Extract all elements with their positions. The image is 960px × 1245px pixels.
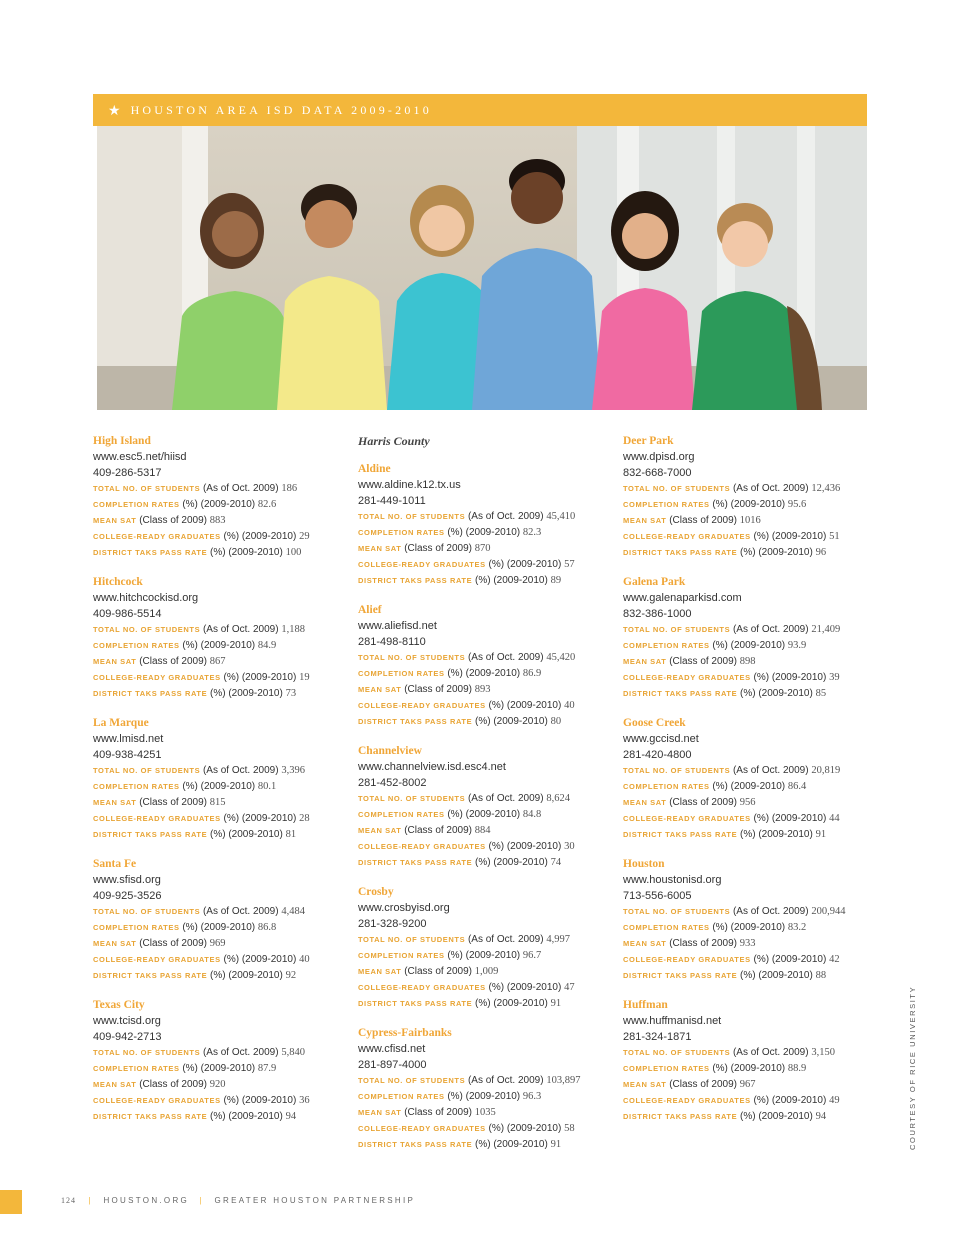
district-url: www.sfisd.org — [93, 874, 161, 886]
stat-sat: MEAN SAT (Class of 2009) 898 — [623, 656, 756, 667]
stat-sat: MEAN SAT (Class of 2009) 1035 — [358, 1107, 496, 1118]
stat-taks: DISTRICT TAKS PASS RATE (%) (2009-2010) 91 — [358, 1139, 562, 1150]
stat-taks: DISTRICT TAKS PASS RATE (%) (2009-2010) 73 — [93, 688, 297, 699]
district-name: Huffman — [623, 999, 668, 1011]
district-phone: 409-938-4251 — [93, 749, 162, 761]
district-entry — [93, 998, 343, 1125]
stat-students: TOTAL NO. OF STUDENTS (As of Oct. 2009) 3,150 — [623, 1047, 835, 1058]
stat-students: TOTAL NO. OF STUDENTS (As of Oct. 2009) 186 — [93, 483, 298, 494]
district-phone: 281-498-8110 — [358, 636, 426, 648]
stat-taks: DISTRICT TAKS PASS RATE (%) (2009-2010) 91 — [358, 998, 562, 1009]
stat-sat: MEAN SAT (Class of 2009) 1,009 — [358, 966, 499, 977]
district-entry — [93, 434, 343, 561]
district-url: www.houstonisd.org — [623, 874, 722, 886]
students-photo — [97, 126, 867, 410]
district-url: www.tcisd.org — [93, 1015, 161, 1027]
stat-taks: DISTRICT TAKS PASS RATE (%) (2009-2010) 91 — [623, 829, 827, 840]
district-entry — [93, 857, 343, 984]
district-entry — [93, 575, 343, 702]
stat-completion: COMPLETION RATES (%) (2009-2010) 86.4 — [623, 781, 807, 792]
district-url: www.esc5.net/hiisd — [93, 451, 187, 463]
footer-site: HOUSTON.ORG — [103, 1196, 190, 1205]
district-phone: 832-386-1000 — [623, 608, 692, 620]
district-name: Crosby — [358, 886, 394, 898]
stat-completion: COMPLETION RATES (%) (2009-2010) 96.7 — [358, 950, 542, 961]
page-number: 124 — [61, 1196, 76, 1205]
district-entry — [358, 744, 608, 871]
stat-students: TOTAL NO. OF STUDENTS (As of Oct. 2009) 4,484 — [93, 906, 305, 917]
stat-students: TOTAL NO. OF STUDENTS (As of Oct. 2009) 8,624 — [358, 793, 570, 804]
district-name: Cypress-Fairbanks — [358, 1027, 452, 1039]
stat-completion: COMPLETION RATES (%) (2009-2010) 86.8 — [93, 922, 277, 933]
district-url: www.galenaparkisd.com — [623, 592, 742, 604]
stat-taks: DISTRICT TAKS PASS RATE (%) (2009-2010) 85 — [623, 688, 827, 699]
district-entry — [93, 716, 343, 843]
district-phone: 409-942-2713 — [93, 1031, 162, 1043]
column-1 — [93, 434, 343, 1139]
footer-separator: | — [199, 1196, 204, 1205]
district-url: www.huffmanisd.net — [623, 1015, 722, 1027]
district-entry — [358, 1026, 608, 1153]
stat-completion: COMPLETION RATES (%) (2009-2010) 84.9 — [93, 640, 277, 651]
photo-credit: COURTESY OF RICE UNIVERSITY — [908, 985, 917, 1150]
stat-completion: COMPLETION RATES (%) (2009-2010) 95.6 — [623, 499, 807, 510]
district-entry — [623, 716, 873, 843]
stat-sat: MEAN SAT (Class of 2009) 867 — [93, 656, 226, 667]
stat-sat: MEAN SAT (Class of 2009) 969 — [93, 938, 226, 949]
stat-students: TOTAL NO. OF STUDENTS (As of Oct. 2009) 5,840 — [93, 1047, 305, 1058]
stat-students: TOTAL NO. OF STUDENTS (As of Oct. 2009) 4,997 — [358, 934, 570, 945]
district-entry — [358, 462, 608, 589]
district-name: High Island — [93, 435, 151, 447]
stat-sat: MEAN SAT (Class of 2009) 815 — [93, 797, 226, 808]
stat-taks: DISTRICT TAKS PASS RATE (%) (2009-2010) 80 — [358, 716, 562, 727]
stat-taks: DISTRICT TAKS PASS RATE (%) (2009-2010) 100 — [93, 547, 302, 558]
district-url: www.channelview.isd.esc4.net — [358, 761, 506, 773]
stat-sat: MEAN SAT (Class of 2009) 967 — [623, 1079, 756, 1090]
stat-college: COLLEGE-READY GRADUATES (%) (2009-2010) 39 — [623, 672, 840, 683]
district-phone: 832-668-7000 — [623, 467, 692, 479]
district-name: Goose Creek — [623, 717, 686, 729]
stat-sat: MEAN SAT (Class of 2009) 956 — [623, 797, 756, 808]
district-entry — [623, 575, 873, 702]
stat-taks: DISTRICT TAKS PASS RATE (%) (2009-2010) 96 — [623, 547, 827, 558]
stat-taks: DISTRICT TAKS PASS RATE (%) (2009-2010) 94 — [623, 1111, 827, 1122]
stat-college: COLLEGE-READY GRADUATES (%) (2009-2010) 47 — [358, 982, 575, 993]
column-3 — [623, 434, 873, 1139]
district-url: www.dpisd.org — [623, 451, 695, 463]
stat-college: COLLEGE-READY GRADUATES (%) (2009-2010) 28 — [93, 813, 310, 824]
banner-title: HOUSTON AREA ISD DATA 2009-2010 — [130, 102, 432, 117]
stat-students: TOTAL NO. OF STUDENTS (As of Oct. 2009) 1,188 — [93, 624, 305, 635]
district-entry — [358, 885, 608, 1012]
stat-completion: COMPLETION RATES (%) (2009-2010) 83.2 — [623, 922, 807, 933]
stat-students: TOTAL NO. OF STUDENTS (As of Oct. 2009) 45,410 — [358, 511, 576, 522]
stat-college: COLLEGE-READY GRADUATES (%) (2009-2010) 36 — [93, 1095, 310, 1106]
page-footer — [61, 1196, 415, 1205]
district-url: www.gccisd.net — [623, 733, 699, 745]
stat-students: TOTAL NO. OF STUDENTS (As of Oct. 2009) 200,944 — [623, 906, 846, 917]
stat-completion: COMPLETION RATES (%) (2009-2010) 88.9 — [623, 1063, 807, 1074]
stat-taks: DISTRICT TAKS PASS RATE (%) (2009-2010) 89 — [358, 575, 562, 586]
stat-students: TOTAL NO. OF STUDENTS (As of Oct. 2009) 3,396 — [93, 765, 305, 776]
stat-sat: MEAN SAT (Class of 2009) 883 — [93, 515, 226, 526]
district-phone: 281-449-1011 — [358, 495, 426, 507]
stat-completion: COMPLETION RATES (%) (2009-2010) 86.9 — [358, 668, 542, 679]
district-phone: 281-897-4000 — [358, 1059, 427, 1071]
stat-sat: MEAN SAT (Class of 2009) 893 — [358, 684, 491, 695]
district-url: www.crosbyisd.org — [358, 902, 450, 914]
stat-completion: COMPLETION RATES (%) (2009-2010) 80.1 — [93, 781, 277, 792]
county-heading: Harris County — [358, 434, 430, 448]
stat-completion: COMPLETION RATES (%) (2009-2010) 93.9 — [623, 640, 807, 651]
district-name: Texas City — [93, 999, 145, 1011]
district-url: www.hitchcockisd.org — [93, 592, 199, 604]
stat-students: TOTAL NO. OF STUDENTS (As of Oct. 2009) 103,897 — [358, 1075, 581, 1086]
district-phone: 281-324-1871 — [623, 1031, 692, 1043]
stat-college: COLLEGE-READY GRADUATES (%) (2009-2010) 49 — [623, 1095, 840, 1106]
stat-sat: MEAN SAT (Class of 2009) 884 — [358, 825, 491, 836]
district-url: www.aliefisd.net — [358, 620, 437, 632]
stat-students: TOTAL NO. OF STUDENTS (As of Oct. 2009) 12,436 — [623, 483, 841, 494]
stat-taks: DISTRICT TAKS PASS RATE (%) (2009-2010) 74 — [358, 857, 562, 868]
stat-completion: COMPLETION RATES (%) (2009-2010) 96.3 — [358, 1091, 542, 1102]
district-entry — [623, 998, 873, 1125]
footer-org: GREATER HOUSTON PARTNERSHIP — [214, 1196, 416, 1205]
footer-separator: | — [88, 1196, 93, 1205]
district-name: Aldine — [358, 463, 391, 475]
district-name: Deer Park — [623, 435, 674, 447]
stat-sat: MEAN SAT (Class of 2009) 933 — [623, 938, 756, 949]
district-url: www.lmisd.net — [93, 733, 164, 745]
stat-completion: COMPLETION RATES (%) (2009-2010) 84.8 — [358, 809, 542, 820]
stat-taks: DISTRICT TAKS PASS RATE (%) (2009-2010) 92 — [93, 970, 297, 981]
stat-students: TOTAL NO. OF STUDENTS (As of Oct. 2009) 45,420 — [358, 652, 576, 663]
stat-college: COLLEGE-READY GRADUATES (%) (2009-2010) 57 — [358, 559, 575, 570]
star-icon: ★ — [108, 101, 121, 118]
district-name: Santa Fe — [93, 858, 137, 870]
column-2 — [358, 434, 608, 1167]
stat-college: COLLEGE-READY GRADUATES (%) (2009-2010) 44 — [623, 813, 840, 824]
district-name: Alief — [358, 604, 382, 616]
stat-sat: MEAN SAT (Class of 2009) 870 — [358, 543, 491, 554]
stat-sat: MEAN SAT (Class of 2009) 920 — [93, 1079, 226, 1090]
stat-college: COLLEGE-READY GRADUATES (%) (2009-2010) 58 — [358, 1123, 575, 1134]
district-name: Channelview — [358, 745, 422, 757]
district-entry — [623, 857, 873, 984]
stat-college: COLLEGE-READY GRADUATES (%) (2009-2010) 30 — [358, 841, 575, 852]
district-name: Galena Park — [623, 576, 686, 588]
district-url: www.aldine.k12.tx.us — [358, 479, 461, 491]
district-phone: 713-556-6005 — [623, 890, 692, 902]
stat-completion: COMPLETION RATES (%) (2009-2010) 82.3 — [358, 527, 542, 538]
stat-completion: COMPLETION RATES (%) (2009-2010) 82.6 — [93, 499, 277, 510]
district-phone: 281-452-8002 — [358, 777, 427, 789]
stat-college: COLLEGE-READY GRADUATES (%) (2009-2010) 51 — [623, 531, 840, 542]
district-phone: 281-420-4800 — [623, 749, 692, 761]
district-name: Hitchcock — [93, 576, 143, 588]
stat-students: TOTAL NO. OF STUDENTS (As of Oct. 2009) 21,409 — [623, 624, 841, 635]
stat-students: TOTAL NO. OF STUDENTS (As of Oct. 2009) 20,819 — [623, 765, 841, 776]
district-url: www.cfisd.net — [358, 1043, 426, 1055]
stat-taks: DISTRICT TAKS PASS RATE (%) (2009-2010) 94 — [93, 1111, 297, 1122]
district-phone: 409-286-5317 — [93, 467, 162, 479]
stat-college: COLLEGE-READY GRADUATES (%) (2009-2010) 40 — [93, 954, 310, 965]
stat-college: COLLEGE-READY GRADUATES (%) (2009-2010) 29 — [93, 531, 310, 542]
stat-completion: COMPLETION RATES (%) (2009-2010) 87.9 — [93, 1063, 277, 1074]
district-name: La Marque — [93, 717, 149, 729]
district-entry — [358, 603, 608, 730]
district-phone: 409-925-3526 — [93, 890, 162, 902]
district-entry — [623, 434, 873, 561]
stat-sat: MEAN SAT (Class of 2009) 1016 — [623, 515, 761, 526]
stat-college: COLLEGE-READY GRADUATES (%) (2009-2010) 42 — [623, 954, 840, 965]
section-banner — [93, 94, 867, 126]
stat-college: COLLEGE-READY GRADUATES (%) (2009-2010) 40 — [358, 700, 575, 711]
folio-tab — [0, 1190, 22, 1214]
district-name: Houston — [623, 858, 665, 870]
district-phone: 281-328-9200 — [358, 918, 427, 930]
stat-college: COLLEGE-READY GRADUATES (%) (2009-2010) 19 — [93, 672, 310, 683]
stat-taks: DISTRICT TAKS PASS RATE (%) (2009-2010) 81 — [93, 829, 297, 840]
stat-taks: DISTRICT TAKS PASS RATE (%) (2009-2010) 88 — [623, 970, 827, 981]
district-phone: 409-986-5514 — [93, 608, 162, 620]
